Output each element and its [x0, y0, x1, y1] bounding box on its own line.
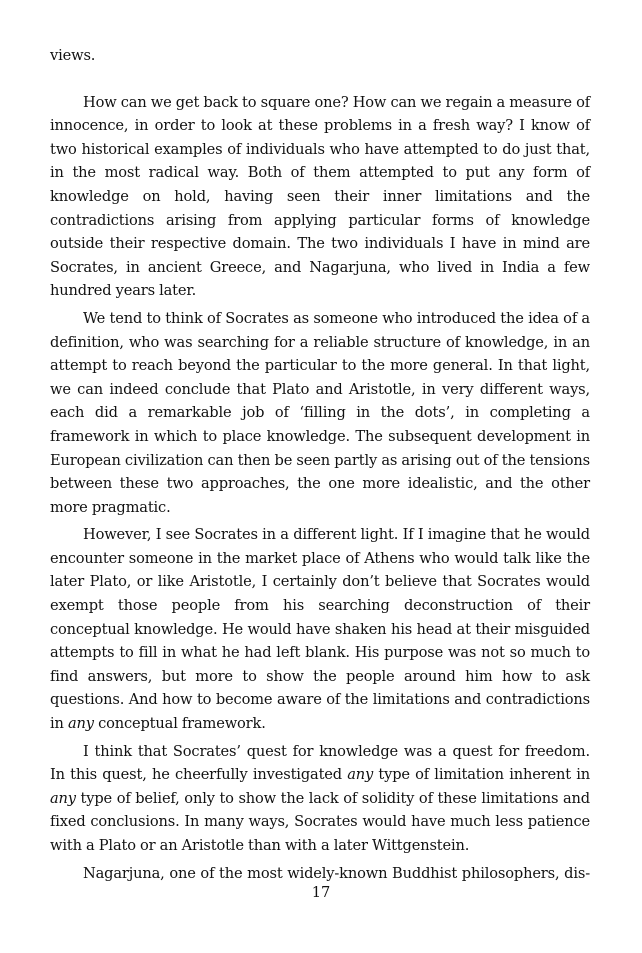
text-run: I think that Socrates’ quest for knowledge was a quest for freedom. In this quest, he cheerfully investigated [50, 742, 590, 784]
paragraph-socrates-different-light [50, 523, 590, 735]
text-run: We tend to think of Socrates as someone who introduced the idea of a definition, who was searching for a reliable structure of knowledge, in an attempt to reach beyond the particular to the more general. In that light, we can indeed conclude that Plato and Aristotle, in very different ways, each did a remarkable job of ‘filling in the dots’, in completing a framework in which to place knowledge. The subsequent development in European civilization can then be seen partly as arising out of the tensions between these two approaches, the one more idealistic, and the other more pragmatic. [50, 309, 590, 516]
page-body [50, 44, 590, 889]
paragraph-socrates-definition [50, 307, 590, 519]
paragraph-nagarjuna [50, 862, 590, 886]
paragraph-square-one [50, 91, 590, 303]
emphasis-text: any [67, 715, 94, 733]
text-run: type of limitation inherent in [373, 766, 590, 784]
text-run: conceptual framework. [93, 715, 266, 733]
paragraph-quest-for-freedom [50, 740, 590, 858]
emphasis-text: any [347, 766, 374, 784]
text-run: Nagarjuna, one of the most widely-known Buddhist philosophers, dis- [83, 864, 590, 882]
text-run: views. [50, 47, 96, 64]
text-run: However, I see Socrates in a different light. If I imagine that he would encounter someone in the market place of Athens who would talk like the later Plato, or like Aristotle, I certainly don’t believe that Socrates would exempt those people from his searching deconstruction of their conceptual knowledge. He would have shaken his head at their misguided attempts to fill in what he had left blank. His purpose was not so much to find answers, but more to show the people around him how to ask questions. And how to become aware of the limitations and contradictions in [50, 526, 590, 733]
emphasis-text: any [50, 789, 76, 807]
paragraph-continuation [50, 44, 590, 68]
page-number: 17 [311, 884, 331, 901]
text-run: type of belief, only to show the lack of solidity of these limitations and fixed conclusions. In many ways, Socrates would have much less patience with a Plato or an Aristotle than with a later Wittgenstein. [50, 789, 590, 854]
text-run: How can we get back to square one? How can we regain a measure of innocence, in order to look at these problems in a fresh way? I know of two historical examples of individuals who have attempted to do just that, in the most radical way. Both of them attempted to put any form of knowledge on hold, having seen their inner limitations and the contradictions arising from applying particular forms of knowledge outside their respective domain. The two individuals I have in mind are Socrates, in ancient Greece, and Nagarjuna, who lived in India a few hundred years later. [50, 93, 590, 300]
